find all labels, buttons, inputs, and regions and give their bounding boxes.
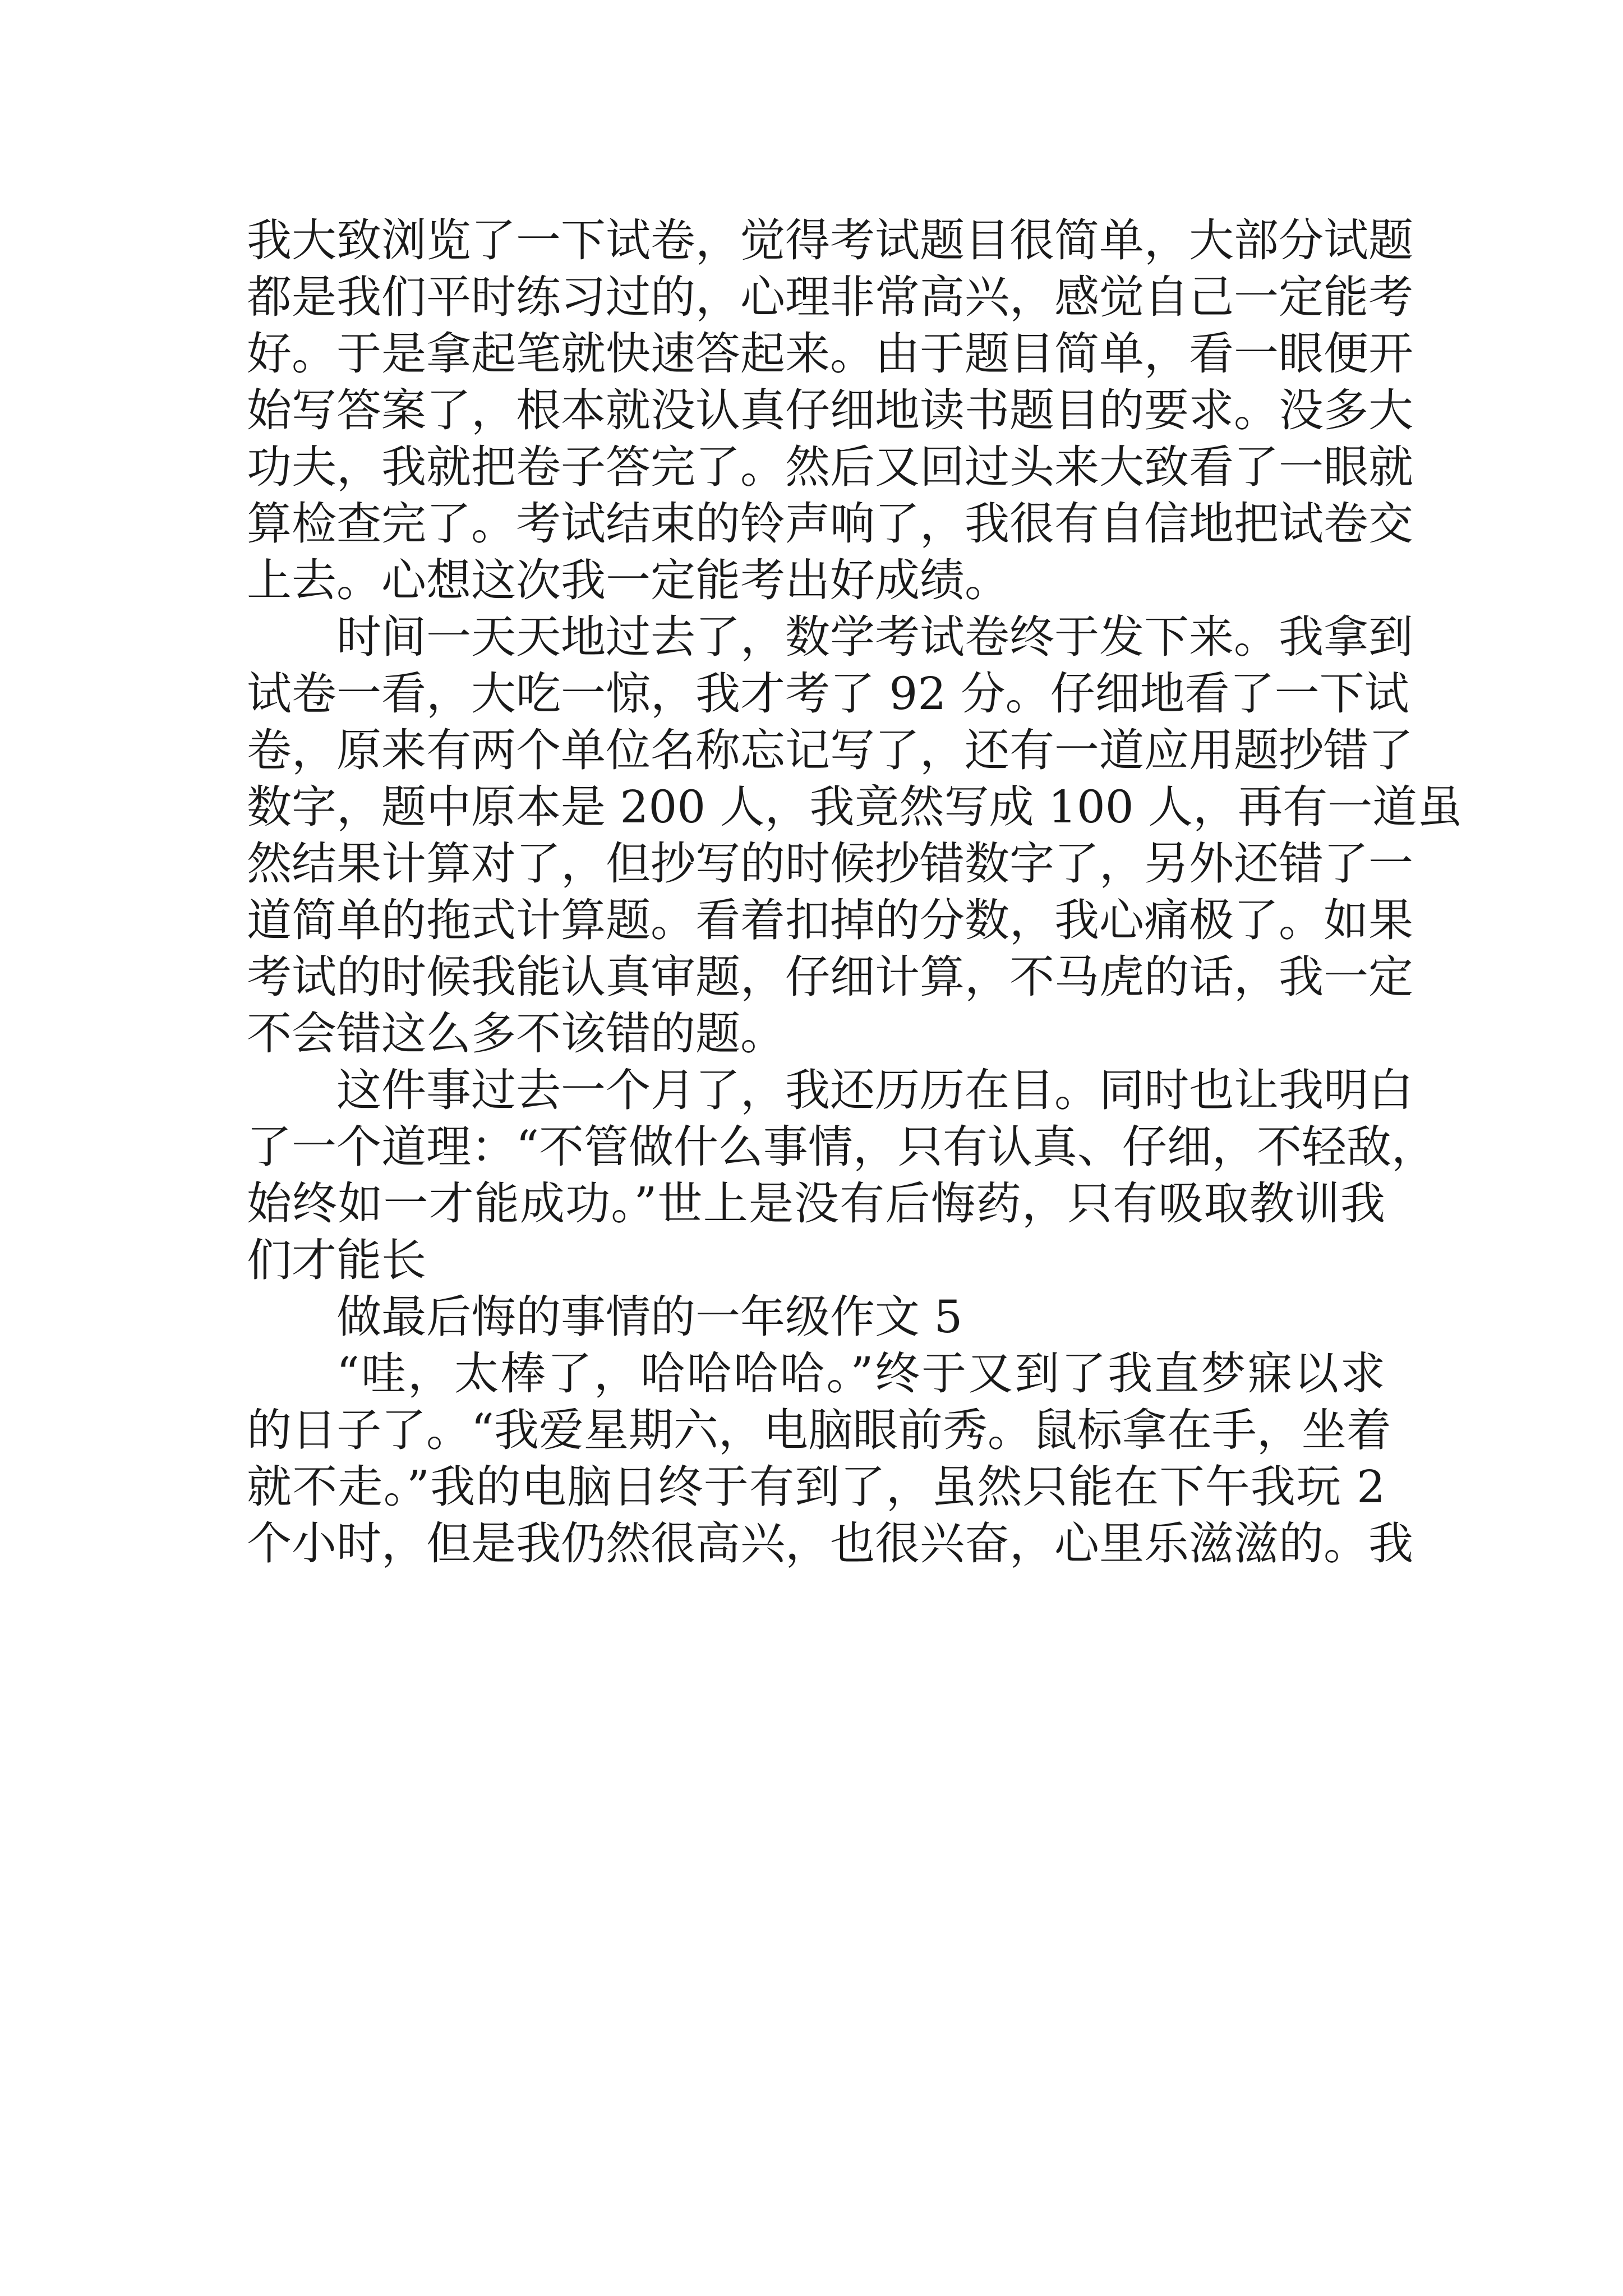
text-line: 卷，原来有两个单位名称忘记写了，还有一道应用题抄错了 (247, 724, 1413, 776)
text-line: 了一个道理：“不管做什么事情，只有认真、仔细，不轻敌， (247, 1121, 1436, 1173)
text-line: 算检查完了。考试结束的铃声响了，我很有自信地把试卷交 (247, 498, 1413, 550)
text-line: 试卷一看，大吃一惊，我才考了 92 分。仔细地看了一下试 (247, 668, 1409, 720)
text-line: 我大致浏览了一下试卷，觉得考试题目很简单，大部分试题 (247, 214, 1413, 266)
text-line: 上去。心想这次我一定能考出好成绩。 (247, 554, 1009, 606)
text-line: 个小时，但是我仍然很高兴，也很兴奋，心里乐滋滋的。我 (247, 1517, 1413, 1570)
paragraph-first-line: “哇，太棒了，哈哈哈哈。”终于又到了我直梦寐以求 (336, 1347, 1385, 1400)
text-line: 的日子了。“我爱星期六，电脑眼前秀。鼠标拿在手，坐着 (247, 1404, 1391, 1456)
text-line: 道简单的拖式计算题。看着扣掉的分数，我心痛极了。如果 (247, 894, 1413, 946)
essay-body (247, 212, 1463, 1572)
text-line: 始终如一才能成功。”世上是没有后悔药，只有吸取教训我 (247, 1177, 1385, 1230)
text-line: 数字，题中原本是 200 人，我竟然写成 100 人，再有一道虽 (247, 781, 1463, 833)
text-line: 不会错这么多不该错的题。 (247, 1007, 785, 1060)
text-line: 好。于是拿起笔就快速答起来。由于题目简单，看一眼便开 (247, 328, 1413, 380)
text-line: 然结果计算对了，但抄写的时候抄错数字了，另外还错了一 (247, 838, 1413, 890)
section-heading: 做最后悔的事情的一年级作文 5 (336, 1291, 963, 1343)
text-line: 功夫，我就把卷子答完了。然后又回过头来大致看了一眼就 (247, 441, 1413, 493)
text-line: 们才能长 (247, 1234, 426, 1286)
text-line: 都是我们平时练习过的，心理非常高兴，感觉自己一定能考 (247, 271, 1413, 323)
text-line: 始写答案了，根本就没认真仔细地读书题目的要求。没多大 (247, 384, 1413, 436)
text-line: 就不走。”我的电脑日终于有到了，虽然只能在下午我玩 2 (247, 1461, 1385, 1513)
paragraph-first-line: 时间一天天地过去了，数学考试卷终于发下来。我拿到 (336, 611, 1413, 663)
text-line: 考试的时候我能认真审题，仔细计算，不马虎的话，我一定 (247, 951, 1413, 1003)
paragraph-first-line: 这件事过去一个月了，我还历历在目。同时也让我明白 (336, 1064, 1413, 1116)
